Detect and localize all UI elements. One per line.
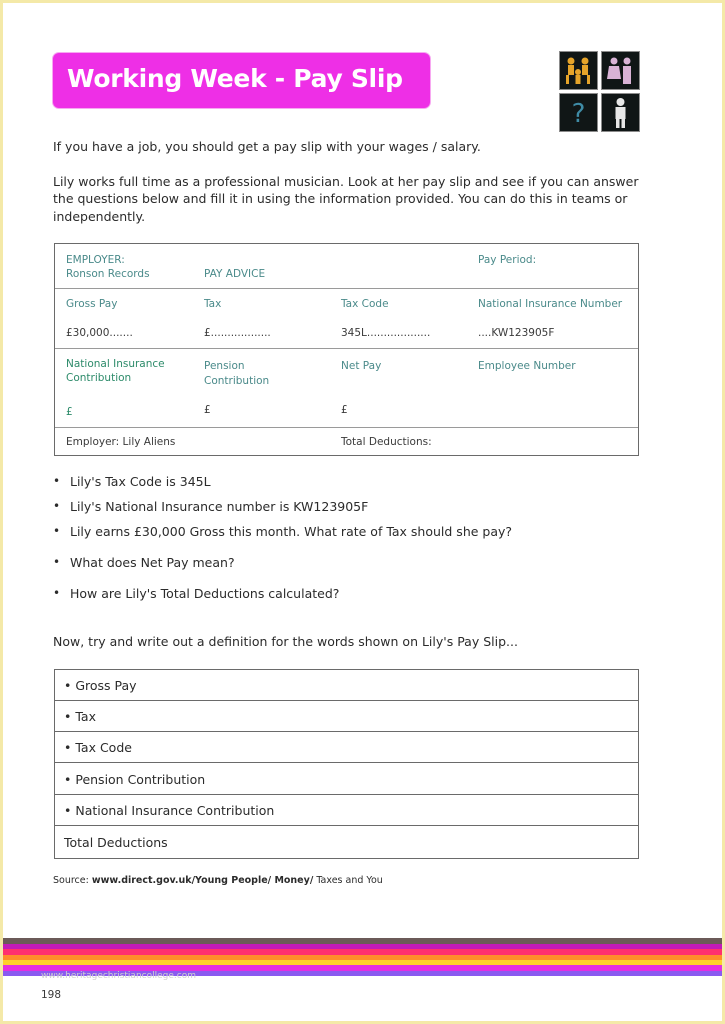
definitions-table [54,669,639,859]
page-title: Working Week - Pay Slip [67,64,403,93]
list-item-text: Lily earns £30,000 Gross this month. What rate of Tax should she pay? [70,524,513,539]
activity-icons [559,51,641,133]
question-mark-icon [559,93,598,132]
bullet-icon: • [53,499,61,513]
intro-paragraph-line: independently. [53,208,146,224]
tax-code-value: 345L................... [341,327,431,339]
title-banner [53,53,430,108]
bullet-icon: • [53,586,61,600]
definition-term: • Tax [64,709,96,724]
source-suffix: Taxes and You [313,875,383,886]
tax-code-label: Tax Code [341,298,389,310]
page-number: 198 [41,989,62,1001]
definition-term: Total Deductions [64,835,168,850]
pension-label: Contribution [204,375,270,387]
bullet-icon: • [53,555,61,569]
couple-icon [601,51,640,90]
group-people-icon [559,51,598,90]
table-row [55,670,638,701]
employer-label: EMPLOYER: [66,254,125,266]
source-citation [53,875,383,886]
bullet-icon: • [53,524,61,538]
tax-value: £.................. [204,327,271,339]
list-item-text: Lily's National Insurance number is KW123905F [70,499,369,514]
definition-term: • Gross Pay [64,678,137,693]
divider [55,348,638,349]
ni-contribution-label: National Insurance [66,358,165,370]
intro-paragraph-line: the questions below and fill it in using the information provided. You can do this in teams or [53,191,628,207]
person-icon [601,93,640,132]
list-item-text: What does Net Pay mean? [70,555,235,570]
ni-number-label: National Insurance Number [478,298,623,310]
bullet-icon: • [53,474,61,488]
pay-period-label: Pay Period: [478,254,537,266]
divider [55,427,638,428]
pension-label: Pension [204,360,245,372]
definitions-intro: Now, try and write out a definition for the words shown on Lily's Pay Slip... [53,634,518,649]
svg-text:?: ? [571,99,586,129]
net-pay-value: £ [341,404,348,416]
intro-line: If you have a job, you should get a pay slip with your wages / salary. [53,139,481,154]
employee-number-label: Employee Number [478,360,576,372]
source-link[interactable]: www.direct.gov.uk/Young People/ Money/ [91,875,314,886]
total-deductions-label: Total Deductions: [341,436,432,448]
ni-contribution-label: Contribution [66,372,132,384]
table-row [55,732,638,763]
definition-term: • Tax Code [64,740,132,755]
table-row [55,764,638,795]
divider [55,288,638,289]
intro-paragraph [53,173,639,225]
employer-footer: Employer: Lily Aliens [66,436,176,448]
worksheet-page [3,3,722,1021]
gross-pay-value: £30,000....... [66,327,133,339]
table-row [55,701,638,732]
tax-label: Tax [204,298,222,310]
employer-name: Ronson Records [66,268,150,280]
definition-term: • National Insurance Contribution [64,803,275,818]
pay-advice-label: PAY ADVICE [204,268,266,280]
ni-number-value: ....KW123905F [478,327,555,339]
net-pay-label: Net Pay [341,360,382,372]
footer-url: www.heritagechristiancollege.com [41,971,196,981]
ni-contribution-value: £ [66,406,73,418]
table-row [55,827,638,860]
definition-term: • Pension Contribution [64,772,206,787]
table-row [55,795,638,826]
gross-pay-label: Gross Pay [66,298,118,310]
source-prefix: Source: [53,875,92,886]
intro-paragraph-line: Lily works full time as a professional musician. Look at her pay slip and see if you can answer [53,174,639,189]
list-item-text: Lily's Tax Code is 345L [70,474,211,489]
list-item-text: How are Lily's Total Deductions calculated? [70,586,340,601]
pension-value: £ [204,404,211,416]
pay-slip-table [54,243,639,456]
